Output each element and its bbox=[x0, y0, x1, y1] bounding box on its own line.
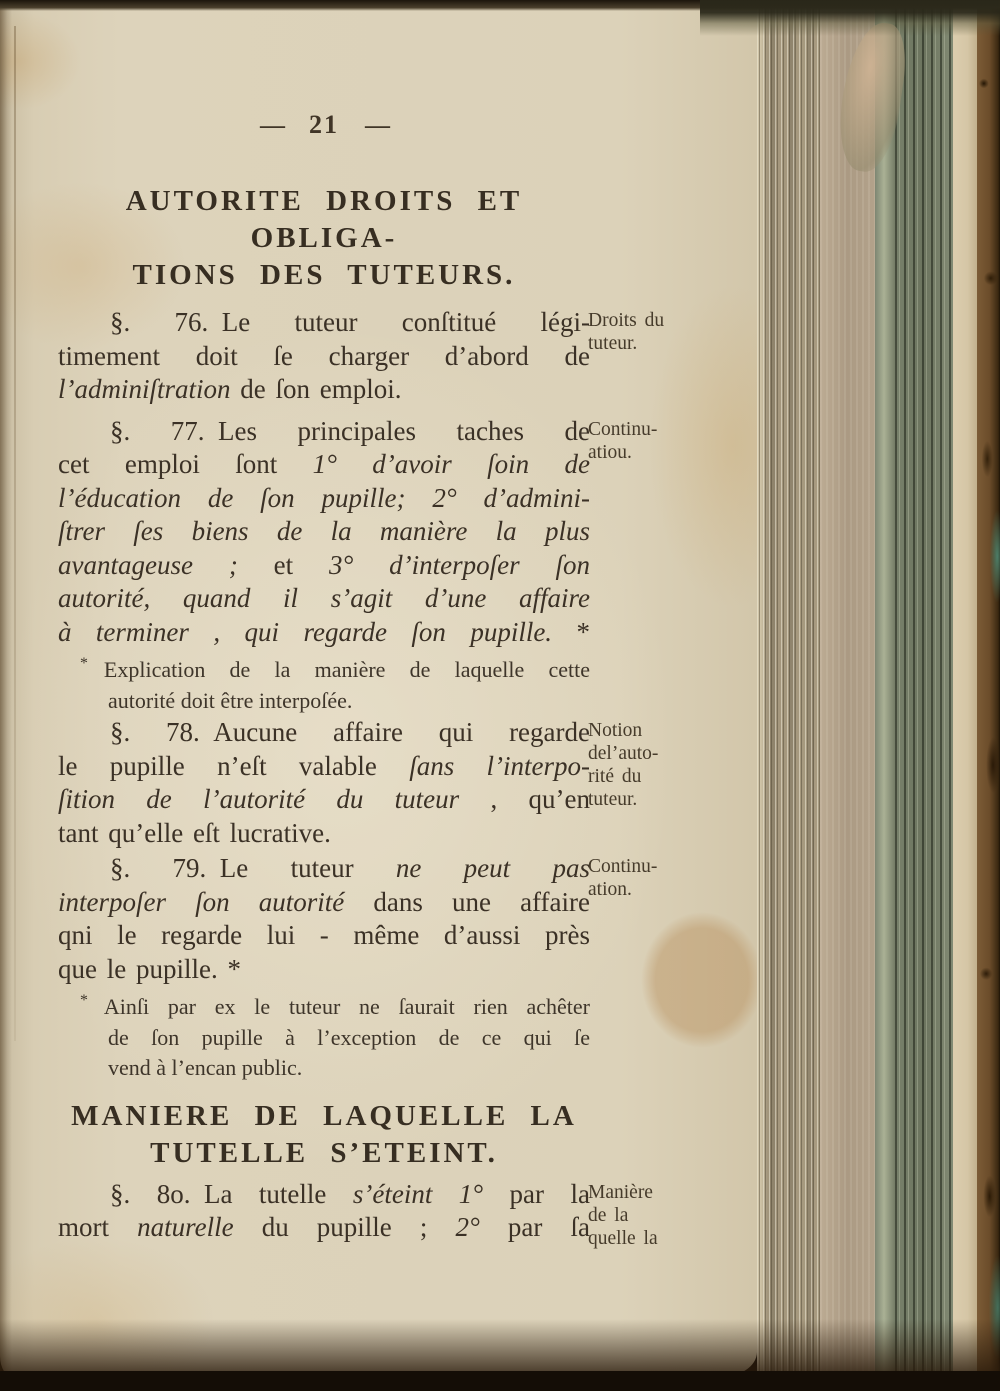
para-77-line bbox=[58, 448, 590, 482]
photo-bottom-fade bbox=[0, 1319, 1000, 1371]
photo-bottom-shadow bbox=[0, 1371, 1000, 1391]
para-76-line bbox=[58, 306, 590, 340]
para-77-line bbox=[58, 482, 590, 516]
para-78-line bbox=[58, 817, 590, 851]
paper-stain bbox=[641, 912, 763, 1048]
text-segment: autorité doit être interpoſée. bbox=[108, 687, 353, 713]
fore-edge-band-3 bbox=[875, 0, 895, 1391]
para-77-margin-note-line: atiou. bbox=[588, 441, 632, 463]
para-78-margin-note-line: del’auto- bbox=[588, 743, 659, 765]
para-78-margin-note-line: Notion bbox=[588, 720, 643, 742]
para-78-margin-note bbox=[588, 719, 720, 811]
text-segment: de ſon emploi. bbox=[230, 374, 402, 404]
para-80-margin-note bbox=[588, 1181, 720, 1250]
text-segment: l’éducation de ſon pupille; 2° d’admini- bbox=[58, 482, 590, 513]
text-segment: Explication de la manière de laquelle cette bbox=[103, 657, 590, 683]
text-segment: avantageuse ; bbox=[58, 549, 238, 580]
para-79-line bbox=[58, 919, 590, 953]
text-segment: ſtrer ſes biens de la manière la plus bbox=[58, 516, 590, 546]
para-78 bbox=[58, 716, 659, 850]
heading-autorite-line bbox=[58, 183, 590, 257]
para-80-line bbox=[58, 1211, 590, 1245]
para-79 bbox=[58, 852, 658, 986]
page-fold-line bbox=[14, 26, 16, 1041]
para-77-line bbox=[58, 415, 590, 449]
page-number: 21 bbox=[309, 110, 339, 139]
text-segment: dans une affaire bbox=[344, 886, 591, 917]
footnote-asterisk: * bbox=[80, 992, 88, 1010]
text-segment: vend à l’encan public. bbox=[108, 1055, 303, 1081]
para-76-margin-note-line: tuteur. bbox=[588, 333, 638, 354]
book-page bbox=[0, 6, 757, 1378]
heading-autorite-line bbox=[58, 257, 590, 294]
text-segment: MANIERE DE LAQUELLE LA bbox=[71, 1099, 577, 1132]
text-segment: ne peut pas bbox=[395, 853, 590, 884]
text-segment: de ſon pupille à l’exception de ce qui ſe bbox=[108, 1024, 590, 1050]
text-segment: §. 76. Le tuteur conſtitué légi- bbox=[110, 307, 590, 337]
para-79-line bbox=[58, 886, 590, 920]
text-segment: TIONS DES TUTEURS. bbox=[132, 259, 516, 291]
page-gutter-shadow bbox=[0, 6, 12, 1378]
para-77-line bbox=[58, 549, 590, 583]
para-78-margin-note-line: rité du bbox=[588, 766, 642, 788]
text-segment: Ainſi par ex le tuteur ne ſaurait rien achêter bbox=[103, 994, 590, 1020]
text-segment: timement doit ſe charger d’abord de bbox=[58, 340, 590, 371]
fore-edge-band-1 bbox=[757, 0, 820, 1391]
text-segment: par la bbox=[483, 1178, 590, 1209]
para-77-line bbox=[58, 616, 590, 650]
footnote-79-line bbox=[58, 986, 590, 1023]
para-80-margin-note-line: quelle la bbox=[588, 1227, 658, 1249]
para-77-margin-note-line: Continu- bbox=[588, 418, 658, 440]
para-80 bbox=[58, 1178, 658, 1249]
footnote-79 bbox=[58, 986, 590, 1084]
para-76-line bbox=[58, 373, 590, 407]
para-78-line bbox=[58, 750, 590, 784]
para-76-margin-note bbox=[588, 309, 720, 355]
heading-autorite bbox=[58, 183, 590, 294]
para-76-line bbox=[58, 340, 590, 374]
text-segment: le pupille n’eſt valable bbox=[58, 750, 410, 781]
text-segment: §. 77. Les principales taches de bbox=[110, 415, 590, 446]
text-segment: par ſa bbox=[479, 1212, 590, 1243]
text-segment: mort bbox=[58, 1212, 138, 1243]
footnote-asterisk: * bbox=[80, 655, 88, 672]
text-segment: et bbox=[237, 549, 330, 580]
text-segment: s’éteint 1° bbox=[352, 1178, 484, 1209]
para-77-line bbox=[58, 582, 590, 616]
text-segment: tant qu’elle eſt lucrative. bbox=[58, 817, 331, 848]
text-segment: §. 79. Le tuteur bbox=[110, 853, 396, 884]
para-77-line bbox=[58, 515, 590, 549]
footnote-77 bbox=[58, 649, 590, 716]
heading-maniere-line bbox=[58, 1098, 590, 1135]
footnote-77-line bbox=[58, 649, 590, 686]
fore-edge-band-5 bbox=[953, 0, 977, 1391]
footnote-79-line bbox=[58, 1023, 590, 1054]
text-segment: 2° bbox=[455, 1212, 480, 1243]
text-segment: ſans l’interpo- bbox=[409, 750, 590, 781]
para-80-margin-note-line: Manière bbox=[588, 1181, 653, 1203]
text-segment: l’adminiſtration bbox=[58, 374, 231, 404]
para-76 bbox=[58, 306, 665, 407]
page-number-header bbox=[58, 108, 590, 143]
footnote-79-line bbox=[58, 1053, 590, 1084]
para-76-margin-note-line: Droits du bbox=[588, 310, 665, 331]
para-79-line bbox=[58, 953, 590, 987]
header-dash-left: — bbox=[260, 112, 283, 139]
para-80-margin-note-line: de la bbox=[588, 1204, 629, 1226]
para-80-line bbox=[58, 1178, 590, 1212]
text-segment: 3° d’interpoſer ſon bbox=[329, 549, 590, 580]
book-cover-edge bbox=[977, 0, 1000, 1391]
text-segment: à terminer , qui regarde ſon pupille. bbox=[58, 616, 553, 647]
para-78-line bbox=[58, 716, 590, 750]
book-fore-edge bbox=[757, 0, 1000, 1391]
footnote-77-line bbox=[58, 686, 590, 717]
text-segment: interpoſer ſon autorité bbox=[58, 886, 345, 917]
heading-maniere bbox=[58, 1098, 590, 1172]
fore-edge-band-4 bbox=[895, 0, 953, 1391]
photo-top-right-shadow bbox=[700, 0, 1000, 36]
para-79-margin-note-line: ation. bbox=[588, 879, 632, 901]
text-segment: ſition de l’autorité du tuteur bbox=[58, 784, 460, 815]
text-segment: cet emploi ſont bbox=[58, 449, 313, 479]
text-segment: que le pupille. * bbox=[58, 953, 241, 984]
text-segment: TUTELLE S’ETEINT. bbox=[150, 1136, 498, 1169]
text-segment: * bbox=[552, 616, 590, 647]
text-segment: autorité, quand il s’agit d’une affaire bbox=[58, 583, 590, 613]
heading-maniere-line bbox=[58, 1135, 590, 1172]
text-segment: qni le regarde lui - même d’aussi près bbox=[58, 920, 590, 951]
para-77 bbox=[58, 415, 658, 650]
text-segment: , qu’en bbox=[459, 784, 590, 815]
text-segment: §. 78. Aucune affaire qui regarde bbox=[110, 717, 590, 748]
text-segment: du pupille ; bbox=[233, 1212, 456, 1243]
text-segment: 1° d’avoir ſoin de bbox=[312, 449, 590, 479]
para-79-margin-note-line: Continu- bbox=[588, 856, 658, 878]
text-segment: AUTORITE DROITS ET OBLIGA- bbox=[125, 185, 545, 254]
para-78-margin-note-line: tuteur. bbox=[588, 789, 638, 811]
para-78-line bbox=[58, 783, 590, 817]
para-79-line bbox=[58, 852, 590, 886]
para-77-margin-note bbox=[588, 418, 720, 464]
fore-edge-band-2 bbox=[820, 0, 875, 1391]
text-segment: naturelle bbox=[137, 1212, 234, 1243]
text-segment: §. 8o. La tutelle bbox=[110, 1178, 353, 1209]
para-79-margin-note bbox=[588, 855, 720, 901]
text-block bbox=[58, 6, 665, 1249]
header-dash-right: — bbox=[365, 112, 388, 139]
